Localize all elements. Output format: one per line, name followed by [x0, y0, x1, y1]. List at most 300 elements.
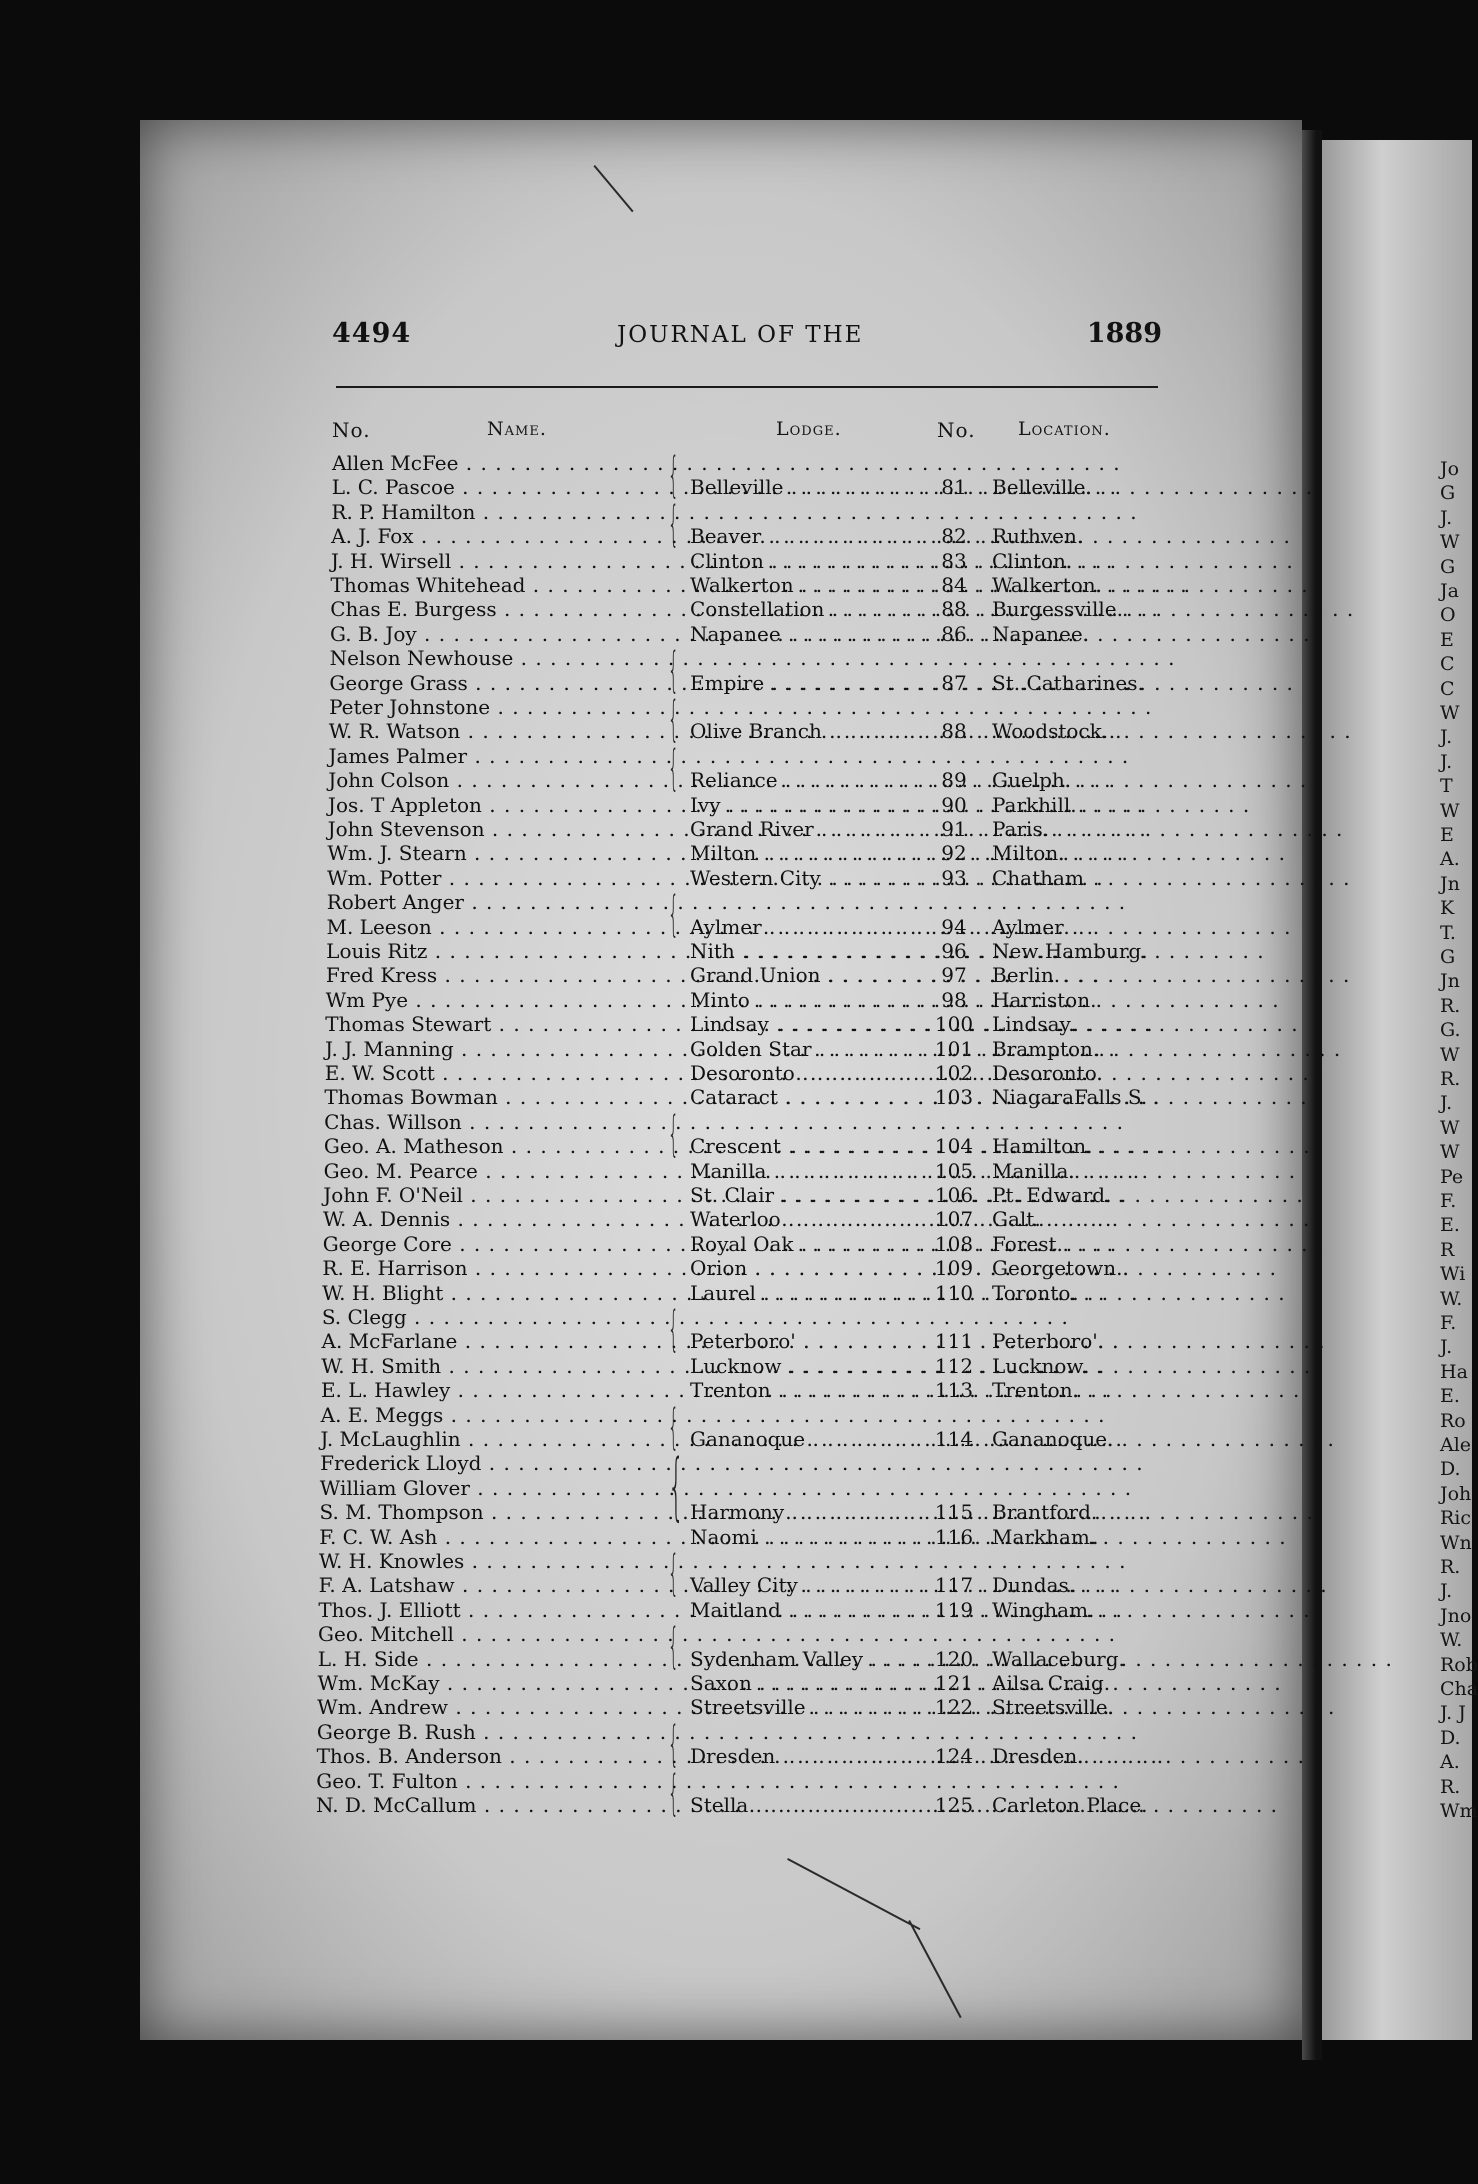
lodge-name: Minto . . . — [690, 988, 920, 1012]
lodge-location: Pt. Edward. — [992, 1183, 1112, 1207]
facing-page-text: C — [1440, 653, 1455, 676]
lodge-number: 81 — [941, 475, 967, 500]
lodge-location: Brantford. — [992, 1500, 1098, 1525]
lodge-number: 109 — [934, 1256, 974, 1281]
table-row — [0, 1720, 1472, 1744]
group-brace: { — [668, 447, 679, 503]
lodge-name: Beaver . . . — [690, 524, 920, 548]
member-name: Thomas Stewart . . . — [325, 1012, 660, 1036]
table-row — [0, 1329, 1472, 1353]
facing-page-text: J. — [1440, 506, 1453, 529]
lodge-location: Manilla. — [992, 1158, 1075, 1183]
facing-page-text: R — [1440, 1238, 1455, 1261]
table-row — [0, 1061, 1472, 1085]
running-title: JOURNAL OF THE — [617, 322, 864, 348]
facing-page-text: R. — [1440, 994, 1461, 1017]
lodge-number: 110 — [934, 1280, 974, 1305]
group-brace: { — [668, 1618, 679, 1675]
lodge-number: 122 — [934, 1695, 974, 1720]
lodge-name: Orion . . . — [690, 1256, 920, 1280]
table-row — [0, 1671, 1472, 1695]
facing-page-text: Jno — [1440, 1604, 1472, 1627]
lodge-name: Nith . . . — [690, 939, 920, 963]
member-name: R. P. Hamilton . . . — [331, 500, 660, 524]
lodge-location: Carleton Place. — [992, 1793, 1148, 1817]
member-name: M. Leeson . . . — [326, 915, 660, 939]
lodge-name: Trenton . . . — [690, 1378, 920, 1402]
table-row — [0, 1427, 1472, 1451]
table-row — [0, 1183, 1472, 1207]
member-name: G. B. Joy . . . — [330, 622, 660, 646]
group-brace: { — [668, 1444, 685, 1530]
facing-page-text: Wn — [1440, 1531, 1472, 1554]
lodge-name: Manilla . . . — [690, 1159, 920, 1183]
lodge-number: 124 — [934, 1744, 974, 1769]
lodge-number: 119 — [934, 1597, 974, 1622]
lodge-number: 106 — [934, 1183, 974, 1207]
member-name: Wm. Potter . . . — [327, 866, 660, 890]
facing-page-text: K — [1440, 897, 1455, 920]
group-brace: { — [668, 1715, 679, 1772]
table-row — [0, 671, 1472, 695]
facing-page-text: A. — [1440, 848, 1460, 871]
table-row — [0, 695, 1472, 719]
facing-page-text: Ric — [1440, 1507, 1472, 1530]
table-row — [0, 1281, 1472, 1305]
member-name: L. C. Pascoe . . . — [332, 475, 660, 499]
table-row — [0, 451, 1472, 475]
lodge-number: 107 — [934, 1207, 974, 1232]
lodge-number: 91 — [941, 817, 967, 841]
lodge-location: Napanee. — [992, 621, 1090, 646]
lodge-number: 100 — [934, 1012, 974, 1037]
lodge-number: 97 — [941, 963, 967, 988]
lodge-number: 84 — [941, 573, 967, 597]
member-name: Fred Kress . . . — [326, 963, 660, 987]
facing-page-text: Jn — [1440, 872, 1460, 895]
facing-page-text: E. — [1440, 1385, 1460, 1408]
facing-page-text: Cha — [1440, 1678, 1478, 1700]
facing-page-text: F. — [1440, 1190, 1457, 1212]
year: 1889 — [1086, 318, 1162, 349]
lodge-name: Cataract . . . — [690, 1085, 920, 1109]
facing-page-text: G — [1440, 946, 1456, 968]
lodge-number: 98 — [941, 987, 967, 1012]
lodge-name: Western City . . . — [690, 866, 920, 890]
member-name: W. H. Knowles . . . — [319, 1549, 660, 1573]
lodge-name: Laurel . . . — [690, 1281, 920, 1305]
facing-page-text: Wi — [1440, 1263, 1466, 1286]
member-name: F. A. Latshaw . . . — [319, 1573, 660, 1597]
lodge-name: Peterboro' . . . — [690, 1329, 920, 1353]
lodge-location: Clinton. — [992, 548, 1073, 573]
lodge-location: Gananoque. — [992, 1427, 1114, 1451]
lodge-location: Ailsa Craig. — [992, 1671, 1111, 1695]
facing-page-text: E — [1440, 824, 1454, 846]
member-name: John Stevenson . . . — [328, 817, 660, 841]
lodge-location: Galt. — [992, 1207, 1041, 1232]
lodge-name: Royal Oak . . . — [690, 1232, 920, 1256]
table-row — [0, 1110, 1472, 1134]
member-name: James Palmer . . . — [329, 744, 660, 768]
member-name: Wm. McKay . . . — [317, 1671, 660, 1695]
member-name: Robert Anger . . . — [327, 890, 660, 914]
lodge-name: Empire . . . — [690, 671, 920, 695]
table-row — [0, 1305, 1472, 1329]
member-name: Peter Johnstone . . . — [329, 695, 660, 719]
lodge-number: 89 — [941, 768, 967, 793]
group-brace: { — [668, 1105, 679, 1162]
lodge-name: Sydenham Valley . . . — [690, 1647, 920, 1671]
table-row — [0, 1207, 1472, 1231]
group-brace: { — [668, 1545, 679, 1601]
lodge-number: 117 — [934, 1573, 974, 1598]
lodge-name: Reliance . . . — [690, 768, 920, 792]
lodge-location: Brampton. — [992, 1036, 1100, 1061]
facing-page-text: A. — [1440, 1751, 1460, 1774]
facing-page-text: W. — [1440, 1287, 1463, 1310]
facing-page-text: E. — [1440, 1214, 1460, 1237]
table-row — [0, 890, 1472, 914]
table-row — [0, 1134, 1472, 1158]
lodge-name: Gananoque . . . — [690, 1427, 920, 1451]
lodge-number: 111 — [934, 1329, 974, 1354]
lodge-location: Dresden. — [992, 1744, 1084, 1769]
facing-page-text: Ale — [1440, 1434, 1472, 1456]
lodge-number: 82 — [941, 524, 967, 549]
lodge-location: Desoronto. — [992, 1061, 1103, 1085]
facing-page-text: Joh — [1440, 1482, 1472, 1505]
member-name: Louis Ritz . . . — [326, 939, 660, 963]
lodge-name: Grand River . . . — [690, 817, 920, 841]
table-row — [0, 768, 1472, 792]
table-row — [0, 500, 1472, 524]
lodge-number: 115 — [934, 1500, 974, 1525]
lodge-number: 125 — [934, 1793, 974, 1817]
member-name: J. H. Wirsell . . . — [331, 549, 660, 573]
table-row — [0, 597, 1472, 621]
table-row — [0, 1769, 1472, 1793]
lodge-number: 121 — [934, 1671, 974, 1695]
lodge-number: 92 — [941, 841, 967, 866]
page-number: 4494 — [332, 318, 412, 349]
table-row — [0, 1549, 1472, 1573]
lodge-name: Olive Branch . . . — [690, 719, 920, 743]
lodge-number: 96 — [941, 939, 967, 963]
lodge-name: Valley City . . . — [690, 1573, 920, 1597]
member-name: John F. O'Neil . . . — [323, 1183, 660, 1207]
lodge-name: Waterloo . . . — [690, 1207, 920, 1231]
table-row — [0, 1037, 1472, 1061]
lodge-name: Constellation . . . — [690, 597, 920, 621]
lodge-location: Forest. — [992, 1231, 1063, 1256]
lodge-location: Peterboro'. — [992, 1329, 1105, 1354]
member-name: W. A. Dennis . . . — [323, 1207, 660, 1231]
facing-page-text: W — [1440, 1043, 1460, 1066]
lodge-name: Milton . . . — [690, 841, 920, 865]
lodge-number: 94 — [941, 914, 967, 939]
facing-page-text: Jn — [1440, 970, 1460, 993]
facing-page-text: W — [1440, 799, 1460, 822]
facing-page-text: F. — [1440, 1312, 1457, 1334]
lodge-location: Milton. — [992, 841, 1065, 866]
group-brace: { — [668, 1398, 679, 1455]
facing-page-text: G — [1440, 555, 1456, 578]
member-name: E. W. Scott . . . — [325, 1061, 660, 1085]
column-header-no: No. — [332, 418, 371, 442]
facing-page-text: R. — [1440, 1556, 1461, 1578]
table-row — [0, 1451, 1472, 1475]
lodge-location: Wallaceburg. — [992, 1646, 1125, 1671]
group-brace: { — [668, 691, 679, 747]
lodge-number: 93 — [941, 865, 967, 890]
table-row — [0, 963, 1472, 987]
table-row — [0, 719, 1472, 743]
lodge-location: Georgetown. — [992, 1256, 1123, 1281]
table-row — [0, 841, 1472, 865]
lodge-number: 112 — [934, 1353, 974, 1378]
lodge-number: 113 — [934, 1378, 974, 1403]
lodge-name: Ivy . . . — [690, 793, 920, 817]
member-name: A. E. Meggs . . . — [321, 1403, 660, 1427]
lodge-location: Belleville. — [992, 475, 1092, 500]
facing-page-text: R. — [1440, 1775, 1461, 1798]
member-name: W. H. Smith . . . — [321, 1354, 660, 1378]
facing-page-text: J. — [1440, 726, 1453, 749]
member-name: Thos. J. Elliott . . . — [318, 1598, 660, 1622]
facing-page-text: Pe — [1440, 1165, 1464, 1188]
lodge-number: 88 — [941, 719, 967, 744]
lodge-name: St. Clair . . . — [690, 1183, 920, 1207]
lodge-location: Chatham — [992, 865, 1084, 890]
facing-page-text: Ha — [1440, 1360, 1468, 1383]
lodge-name: Maitland . . . — [690, 1598, 920, 1622]
table-row — [0, 1403, 1472, 1427]
lodge-location: Wingham. — [992, 1597, 1095, 1622]
lodge-number: 104 — [934, 1134, 974, 1159]
table-row — [0, 622, 1472, 646]
lodge-location: Guelph. — [992, 768, 1072, 793]
member-name: W. H. Blight . . . — [322, 1281, 660, 1305]
facing-page-text: R. — [1440, 1068, 1461, 1090]
member-name: Allen McFee . . . — [332, 451, 660, 475]
group-brace: { — [668, 1764, 679, 1821]
lodge-name: Saxon . . . — [690, 1671, 920, 1695]
facing-page-text: Jo — [1440, 458, 1460, 480]
table-row — [0, 915, 1472, 939]
lodge-number: 88 — [941, 597, 967, 622]
table-row — [0, 1573, 1472, 1597]
lodge-location: New Hamburg. — [992, 939, 1148, 963]
member-name: S. M. Thompson . . . — [319, 1500, 660, 1524]
member-name: F. C. W. Ash . . . — [319, 1525, 660, 1549]
table-row — [0, 1500, 1472, 1524]
table-row — [0, 1256, 1472, 1280]
table-row — [0, 1525, 1472, 1549]
member-name: Geo. A. Matheson . . . — [324, 1134, 660, 1158]
facing-page-text: D. — [1440, 1458, 1461, 1481]
table-row — [0, 817, 1472, 841]
lodge-name: Grand Union . . . — [690, 963, 920, 987]
facing-page-text: Rob — [1440, 1653, 1478, 1676]
lodge-location: Lindsay. — [992, 1012, 1075, 1037]
lodge-number: 116 — [934, 1524, 974, 1549]
table-row — [0, 1476, 1472, 1500]
facing-page-text: W — [1440, 702, 1460, 724]
lodge-location: Burgessville. — [992, 597, 1123, 622]
member-name: George B. Rush . . . — [317, 1720, 660, 1744]
group-brace: { — [668, 495, 679, 552]
facing-page-text: Wm — [1440, 1800, 1478, 1822]
lodge-number: 83 — [941, 548, 967, 573]
lodge-name: Stella . . . — [690, 1793, 920, 1817]
member-name: Geo. Mitchell . . . — [318, 1622, 660, 1646]
lodge-name: Harmony . . . — [690, 1500, 920, 1524]
facing-page-text: Ro — [1440, 1409, 1466, 1432]
facing-page-text: W — [1440, 1116, 1460, 1139]
lodge-number: 103 — [934, 1085, 974, 1110]
column-header-name: Name. — [487, 418, 547, 440]
lodge-name: Streetsville . . . — [690, 1695, 920, 1719]
lodge-location: Woodstock. — [992, 719, 1109, 744]
facing-page-text: J. — [1440, 750, 1453, 773]
member-name: S. Clegg . . . — [322, 1305, 660, 1329]
member-name: J. McLaughlin . . . — [320, 1427, 660, 1451]
lodge-name: Lucknow . . . — [690, 1354, 920, 1378]
table-row — [0, 1012, 1472, 1036]
member-name: John Colson . . . — [328, 768, 660, 792]
lodge-name: Walkerton . . . — [690, 573, 920, 597]
member-name: J. J. Manning . . . — [325, 1037, 660, 1061]
member-name: William Glover . . . — [320, 1476, 660, 1500]
facing-page-text: G. — [1440, 1019, 1461, 1042]
member-name: Wm. Andrew . . . — [317, 1695, 660, 1719]
table-row — [0, 1085, 1472, 1109]
lodge-name: Golden Star . . . — [690, 1037, 920, 1061]
member-name: L. H. Side . . . — [318, 1647, 660, 1671]
facing-page-text: J. — [1440, 1092, 1453, 1115]
column-header-lodge: Lodge. — [776, 418, 842, 440]
lodge-name: Desoronto . . . — [690, 1061, 920, 1085]
facing-page-text: C — [1440, 677, 1455, 700]
lodge-location: NiagaraFalls S. — [992, 1085, 1148, 1110]
facing-page-text: J. — [1440, 1580, 1453, 1603]
member-name: A. J. Fox . . . — [331, 524, 660, 548]
table-row — [0, 475, 1472, 499]
lodge-location: Parkhill. — [992, 792, 1077, 817]
lodge-number: 86 — [941, 621, 967, 646]
table-row — [0, 1793, 1472, 1817]
lodge-name: Crescent . . . — [690, 1134, 920, 1158]
member-name: Geo. T. Fulton . . . — [316, 1769, 660, 1793]
table-row — [0, 1354, 1472, 1378]
lodge-number: 120 — [934, 1646, 974, 1671]
member-name: Thomas Bowman . . . — [324, 1085, 660, 1109]
lodge-name: Clinton . . . — [690, 549, 920, 573]
facing-page-text: D. — [1440, 1726, 1461, 1749]
table-row — [0, 549, 1472, 573]
lodge-location: Ruthven. — [992, 524, 1084, 549]
lodge-location: Streetsville. — [992, 1695, 1114, 1720]
lodge-number: 105 — [934, 1158, 974, 1183]
lodge-location: Paris. — [992, 817, 1050, 841]
member-name: W. R. Watson . . . — [329, 719, 660, 743]
member-name: George Grass . . . — [329, 671, 660, 695]
member-name: R. E. Harrison . . . — [322, 1256, 660, 1280]
group-brace: { — [668, 642, 679, 699]
member-name: Thomas Whitehead . . . — [331, 573, 660, 597]
lodge-name: Dresden . . . — [690, 1744, 920, 1768]
lodge-location: Trenton. — [992, 1378, 1079, 1403]
table-row — [0, 524, 1472, 548]
facing-page-text: W. — [1440, 1629, 1463, 1652]
lodge-name: Belleville . . . — [690, 475, 920, 499]
member-name: Thos. B. Anderson . . . — [317, 1744, 660, 1768]
member-name: A. McFarlane . . . — [322, 1329, 660, 1353]
lodge-location: Berlin. — [992, 963, 1061, 988]
facing-page-text: T. — [1440, 921, 1456, 944]
table-row — [0, 1695, 1472, 1719]
lodge-location: Toronto. — [992, 1280, 1077, 1305]
facing-page-text: O — [1440, 604, 1456, 627]
table-row — [0, 793, 1472, 817]
member-name: N. D. McCallum . . . — [316, 1793, 660, 1817]
member-name: Frederick Lloyd . . . — [320, 1451, 660, 1475]
group-brace: { — [668, 886, 679, 943]
table-row — [0, 744, 1472, 768]
lodge-name: Aylmer . . . — [690, 915, 920, 939]
facing-page-text: W — [1440, 531, 1460, 554]
facing-page-text: J. J — [1440, 1702, 1466, 1725]
lodge-number: 90 — [941, 792, 967, 817]
lodge-location: Dundas. — [992, 1573, 1076, 1598]
lodge-number: 87 — [941, 670, 967, 695]
facing-page-text: E — [1440, 628, 1454, 651]
table-row — [0, 1744, 1472, 1768]
lodge-location: Aylmer — [992, 914, 1064, 939]
group-brace: { — [668, 739, 679, 796]
lodge-name: Lindsay . . . — [690, 1012, 920, 1036]
member-name: Chas. Willson . . . — [324, 1110, 660, 1134]
table-row — [0, 988, 1472, 1012]
lodge-name: Napanee . . . — [690, 622, 920, 646]
member-name: Jos. T Appleton . . . — [328, 793, 660, 817]
lodge-name: Naomi . . . — [690, 1525, 920, 1549]
table-row — [0, 1159, 1472, 1183]
lodge-location: Markham. — [992, 1524, 1097, 1549]
member-name: George Core . . . — [323, 1232, 660, 1256]
lodge-location: Walkerton. — [992, 573, 1102, 597]
facing-page-text: T — [1440, 775, 1453, 798]
column-header-location: Location. — [1018, 418, 1111, 440]
table-row — [0, 573, 1472, 597]
facing-page-text: Ja — [1440, 580, 1459, 602]
facing-page-text: J. — [1440, 1336, 1453, 1359]
member-name: Chas E. Burgess . . . — [330, 597, 660, 621]
member-name: Geo. M. Pearce . . . — [324, 1159, 660, 1183]
facing-page-text: W — [1440, 1141, 1460, 1164]
lodge-location: Lucknow. — [992, 1353, 1088, 1378]
table-row — [0, 1647, 1472, 1671]
lodge-location: Harriston. — [992, 987, 1097, 1012]
table-row — [0, 1622, 1472, 1646]
lodge-number: 114 — [934, 1427, 974, 1451]
member-name: Wm. J. Stearn . . . — [327, 841, 660, 865]
table-row — [0, 646, 1472, 670]
lodge-location: St. Catharines. — [992, 670, 1144, 695]
facing-page-text: G — [1440, 482, 1456, 505]
table-row — [0, 939, 1472, 963]
